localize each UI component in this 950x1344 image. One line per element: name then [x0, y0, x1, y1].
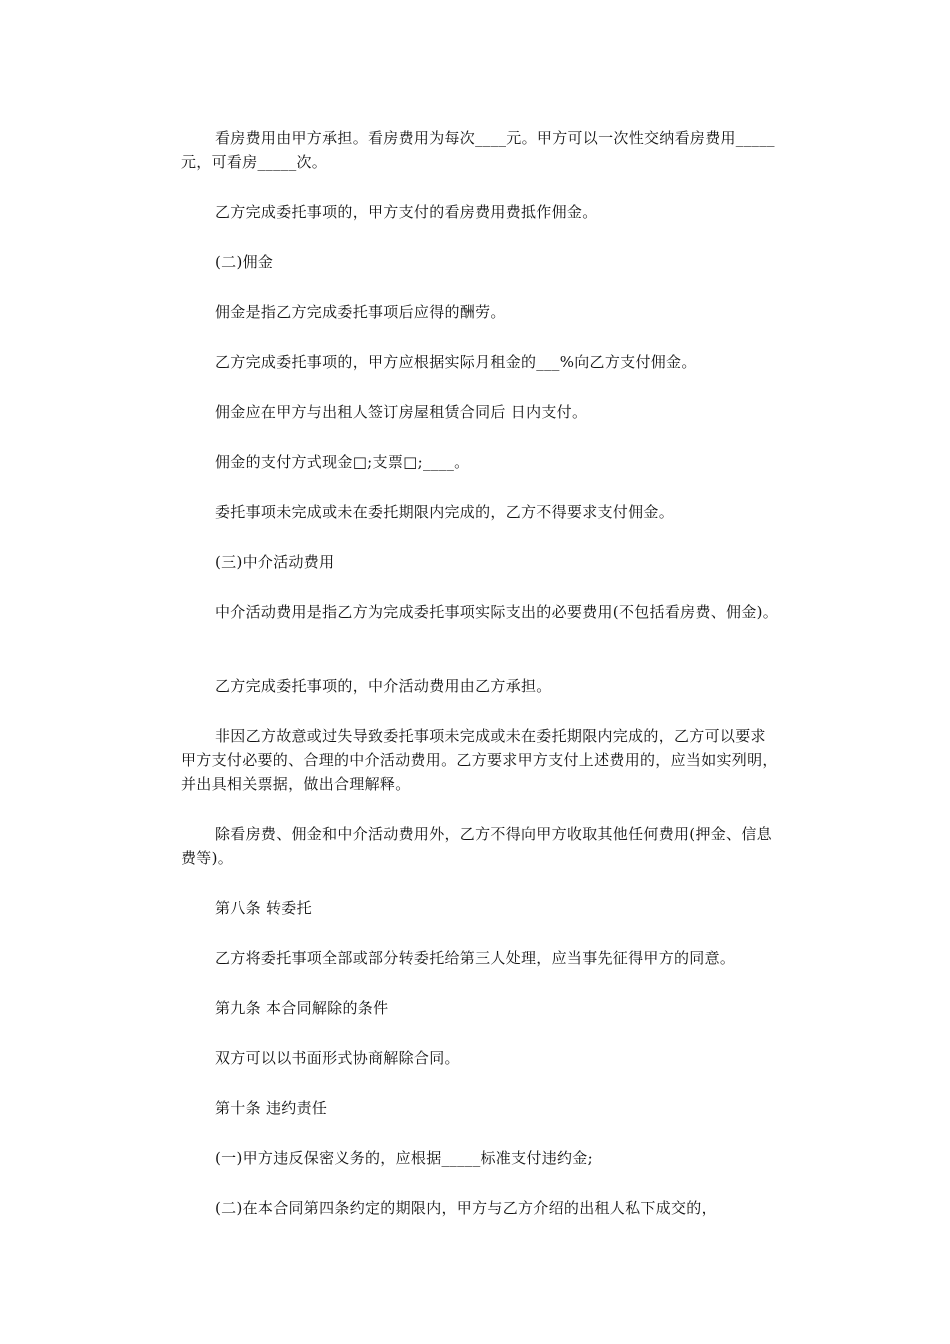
paragraph-subdelegation: 乙方将委托事项全部或部分转委托给第三人处理，应当事先征得甲方的同意。 [215, 949, 736, 967]
paragraph-agency-expenses-reimbursement: 非因乙方故意或过失导致委托事项未完成或未在委托期限内完成的，乙方可以要求甲方支付必要的、合理的中介活动费用。乙方要求甲方支付上述费用的，应当如实列明，并出具相关票据，做出合理解释。 [181, 727, 778, 793]
paragraph-commission-payment-method: 佣金的支付方式现金□;支票□;____。 [215, 453, 470, 471]
paragraph-commission-incomplete: 委托事项未完成或未在委托期限内完成的，乙方不得要求支付佣金。 [215, 503, 675, 521]
paragraph-viewing-fee: 看房费用由甲方承担。看房费用为每次____元。甲方可以一次性交纳看房费用_____元，可看房_____次。 [181, 129, 775, 171]
paragraph-no-other-fees: 除看房费、佣金和中介活动费用外，乙方不得向甲方收取其他任何费用(押金、信息费等)。 [181, 825, 772, 867]
paragraph-agency-expenses-definition: 中介活动费用是指乙方为完成委托事项实际支出的必要费用(不包括看房费、佣金)。 [215, 603, 779, 621]
article-8-heading: 第八条 转委托 [215, 899, 312, 917]
article-10-heading: 第十条 违约责任 [215, 1099, 328, 1117]
section-heading-commission: (二)佣金 [215, 253, 274, 271]
paragraph-commission-rate: 乙方完成委托事项的，甲方应根据实际月租金的___%向乙方支付佣金。 [215, 353, 697, 371]
paragraph-agency-expenses-borne: 乙方完成委托事项的，中介活动费用由乙方承担。 [215, 677, 552, 695]
paragraph-termination: 双方可以以书面形式协商解除合同。 [215, 1049, 460, 1067]
paragraph-breach-private-deal: (二)在本合同第四条约定的期限内，甲方与乙方介绍的出租人私下成交的， [215, 1199, 717, 1217]
paragraph-commission-deadline: 佣金应在甲方与出租人签订房屋租赁合同后 日内支付。 [215, 403, 588, 421]
paragraph-commission-definition: 佣金是指乙方完成委托事项后应得的酬劳。 [215, 303, 506, 321]
article-9-heading: 第九条 本合同解除的条件 [215, 999, 389, 1017]
paragraph-breach-confidentiality: (一)甲方违反保密义务的，应根据_____标准支付违约金; [215, 1149, 593, 1167]
paragraph-viewing-fee-offset: 乙方完成委托事项的，甲方支付的看房费用费抵作佣金。 [215, 203, 598, 221]
section-heading-agency-expenses: (三)中介活动费用 [215, 553, 335, 571]
